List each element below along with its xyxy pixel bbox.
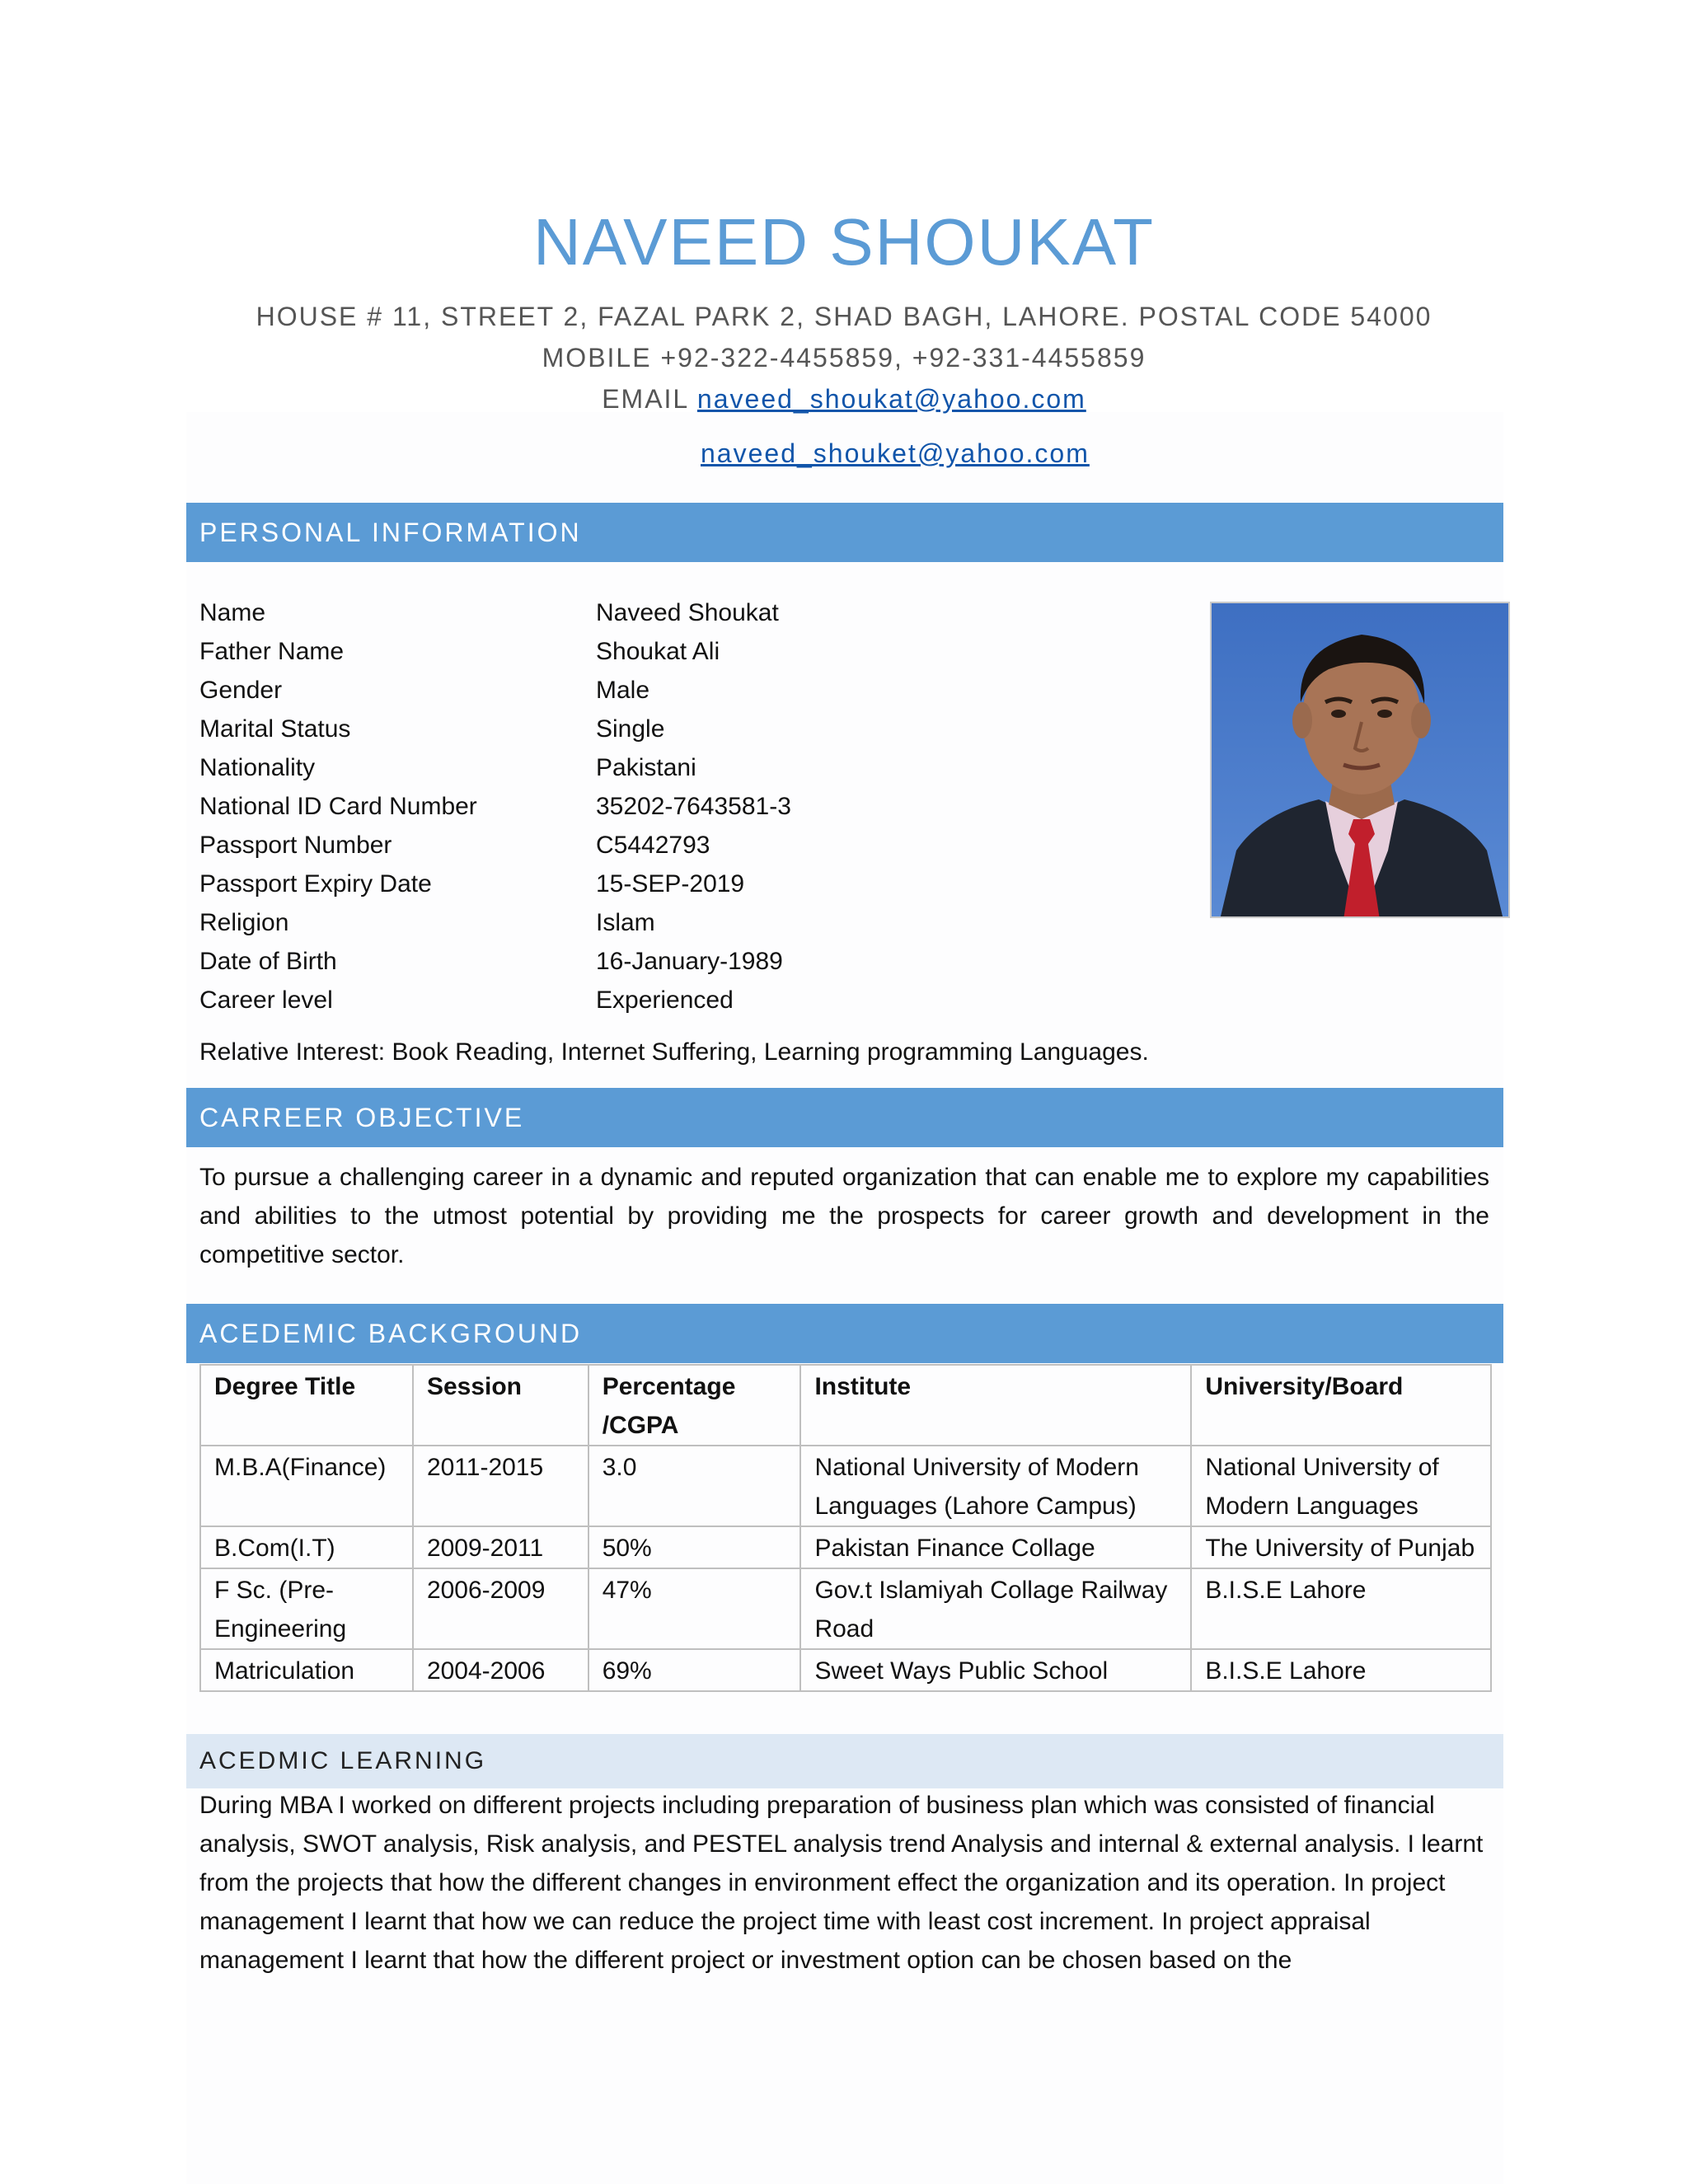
table-cell: National University of Modern Languages bbox=[1191, 1446, 1491, 1526]
relative-interest: Relative Interest: Book Reading, Internet Suffering, Learning programming Languages. bbox=[199, 1038, 1149, 1066]
table-cell: 2009-2011 bbox=[413, 1526, 588, 1568]
field-value: C5442793 bbox=[596, 832, 710, 859]
table-cell: 3.0 bbox=[588, 1446, 801, 1526]
profile-photo bbox=[1210, 602, 1510, 918]
address-line: HOUSE # 11, STREET 2, FAZAL PARK 2, SHAD BAGH, LAHORE. POSTAL CODE 54000 bbox=[256, 302, 1432, 331]
email-line bbox=[0, 384, 1688, 415]
table-cell: Matriculation bbox=[200, 1649, 413, 1691]
column-header: Institute bbox=[800, 1365, 1191, 1446]
field-value: 15-SEP-2019 bbox=[596, 870, 745, 898]
column-header: Percentage /CGPA bbox=[588, 1365, 801, 1446]
table-cell: M.B.A(Finance) bbox=[200, 1446, 413, 1526]
column-header: Degree Title bbox=[200, 1365, 413, 1446]
table-cell: 2004-2006 bbox=[413, 1649, 588, 1691]
table-cell: National University of Modern Languages (Lahore Campus) bbox=[800, 1446, 1191, 1526]
table-cell: Gov.t Islamiyah Collage Railway Road bbox=[800, 1568, 1191, 1649]
table-row bbox=[200, 1649, 1491, 1691]
email-label: EMAIL bbox=[602, 384, 689, 414]
email-link-1[interactable]: naveed_shoukat@yahoo.com bbox=[696, 384, 1086, 414]
column-header: Session bbox=[413, 1365, 588, 1446]
field-label: Religion bbox=[199, 909, 289, 936]
career-objective-heading: CARREER OBJECTIVE bbox=[186, 1088, 1503, 1147]
profile-photo-graphic bbox=[1212, 603, 1510, 918]
column-header: University/Board bbox=[1191, 1365, 1491, 1446]
field-value: Islam bbox=[596, 909, 655, 936]
table-cell: The University of Punjab bbox=[1191, 1526, 1491, 1568]
mobile-line: MOBILE +92-322-4455859, +92-331-4455859 bbox=[542, 343, 1146, 373]
table-cell: 47% bbox=[588, 1568, 801, 1649]
table-cell: F Sc. (Pre-Engineering bbox=[200, 1568, 413, 1649]
field-value: 16-January-1989 bbox=[596, 948, 783, 975]
academic-learning-text: During MBA I worked on different projects including preparation of business plan which was consisted of financial analysis, SWOT analysis, Risk analysis, and PESTEL analysis trend Analysis and internal & external analysis. I learnt from the projects that how the different changes in environment effect the organization and its operation. In project management I learnt that how we can reduce the project time with least cost increment. In project appraisal management I learnt that how the different project or investment option can be chosen based on the bbox=[199, 1792, 1484, 1974]
table-cell: B.I.S.E Lahore bbox=[1191, 1649, 1491, 1691]
table-cell: B.I.S.E Lahore bbox=[1191, 1568, 1491, 1649]
field-label: Nationality bbox=[199, 754, 316, 781]
field-label: Passport Number bbox=[199, 832, 392, 859]
field-label: Passport Expiry Date bbox=[199, 870, 432, 898]
field-label: Career level bbox=[199, 987, 333, 1014]
table-row bbox=[200, 1526, 1491, 1568]
table-cell: 2011-2015 bbox=[413, 1446, 588, 1526]
field-value: Single bbox=[596, 715, 665, 743]
table-row bbox=[200, 1446, 1491, 1526]
field-label: Date of Birth bbox=[199, 948, 337, 975]
academic-learning-heading: ACEDMIC LEARNING bbox=[186, 1734, 1503, 1788]
table-cell: 50% bbox=[588, 1526, 801, 1568]
field-label: Name bbox=[199, 599, 266, 626]
email-link-2[interactable]: naveed_shouket@yahoo.com bbox=[701, 438, 1090, 468]
table-cell: 2006-2009 bbox=[413, 1568, 588, 1649]
field-value: Pakistani bbox=[596, 754, 696, 781]
table-cell: 69% bbox=[588, 1649, 801, 1691]
field-value: Shoukat Ali bbox=[596, 638, 720, 665]
field-value: Experienced bbox=[596, 987, 734, 1014]
academic-table bbox=[199, 1364, 1492, 1692]
academic-background-heading: ACEDEMIC BACKGROUND bbox=[186, 1304, 1503, 1363]
field-label: Marital Status bbox=[199, 715, 351, 743]
table-cell: Sweet Ways Public School bbox=[800, 1649, 1191, 1691]
field-value: 35202-7643581-3 bbox=[596, 793, 791, 820]
personal-information-heading: PERSONAL INFORMATION bbox=[186, 503, 1503, 562]
table-cell: Pakistan Finance Collage bbox=[800, 1526, 1191, 1568]
field-label: Father Name bbox=[199, 638, 345, 665]
table-header-row bbox=[200, 1365, 1491, 1446]
field-label: Gender bbox=[199, 677, 283, 704]
table-cell: B.Com(I.T) bbox=[200, 1526, 413, 1568]
field-value: Naveed Shoukat bbox=[596, 599, 779, 626]
career-objective-text: To pursue a challenging career in a dynamic and reputed organization that can enable me to explore my capabilities and abilities to the utmost potential by providing me the prospects for career growth and development in the competitive sector. bbox=[199, 1164, 1489, 1268]
field-value: Male bbox=[596, 677, 650, 704]
field-label: National ID Card Number bbox=[199, 793, 477, 820]
table-row bbox=[200, 1568, 1491, 1649]
resume-name: NAVEED SHOUKAT bbox=[532, 205, 1156, 279]
